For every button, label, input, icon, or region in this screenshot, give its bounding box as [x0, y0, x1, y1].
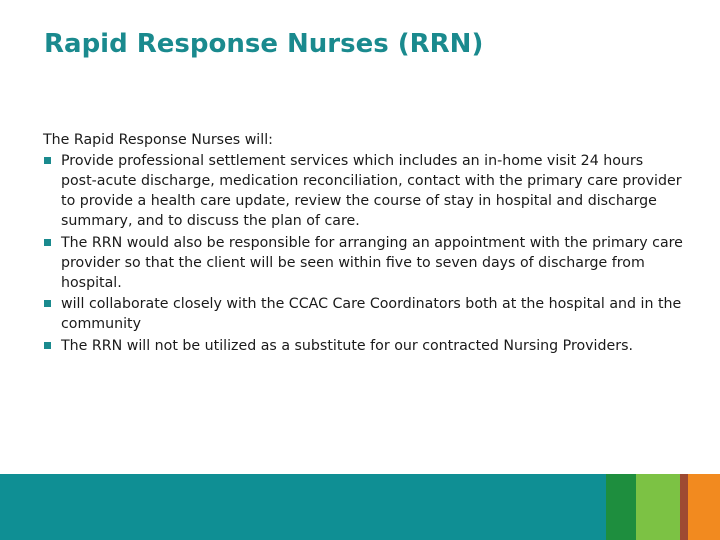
square-bullet-icon — [44, 157, 51, 164]
footer-band — [0, 474, 720, 540]
slide-title: Rapid Response Nurses (RRN) — [44, 29, 484, 59]
square-bullet-icon — [44, 300, 51, 307]
list-item — [43, 151, 683, 231]
intro-text: The Rapid Response Nurses will: — [43, 132, 273, 148]
footer-stripe-brown — [680, 474, 688, 540]
bullet-text: will collaborate closely with the CCAC Care Coordinators both at the hospital and in the community — [61, 296, 682, 332]
footer-stripe-orange — [688, 474, 720, 540]
list-item — [43, 233, 683, 293]
square-bullet-icon — [44, 342, 51, 349]
square-bullet-icon — [44, 239, 51, 246]
body-content — [43, 130, 683, 357]
footer-stripe-light-green — [636, 474, 680, 540]
bullet-list — [43, 151, 683, 356]
list-item — [43, 294, 683, 334]
list-item — [43, 336, 683, 356]
bullet-text: The RRN will not be utilized as a substitute for our contracted Nursing Providers. — [61, 337, 633, 354]
bullet-text: Provide professional settlement services which includes an in-home visit 24 hours post-acute discharge, medication reconciliation, contact with the primary care provider to provide a health care update, review the course of stay in hospital and discharge summary, and to discuss the plan of care. — [61, 153, 682, 229]
bullet-text: The RRN would also be responsible for arranging an appointment with the primary care provider so that the client will be seen within five to seven days of discharge from hospital. — [61, 234, 683, 291]
footer-stripe-dark-green — [606, 474, 636, 540]
